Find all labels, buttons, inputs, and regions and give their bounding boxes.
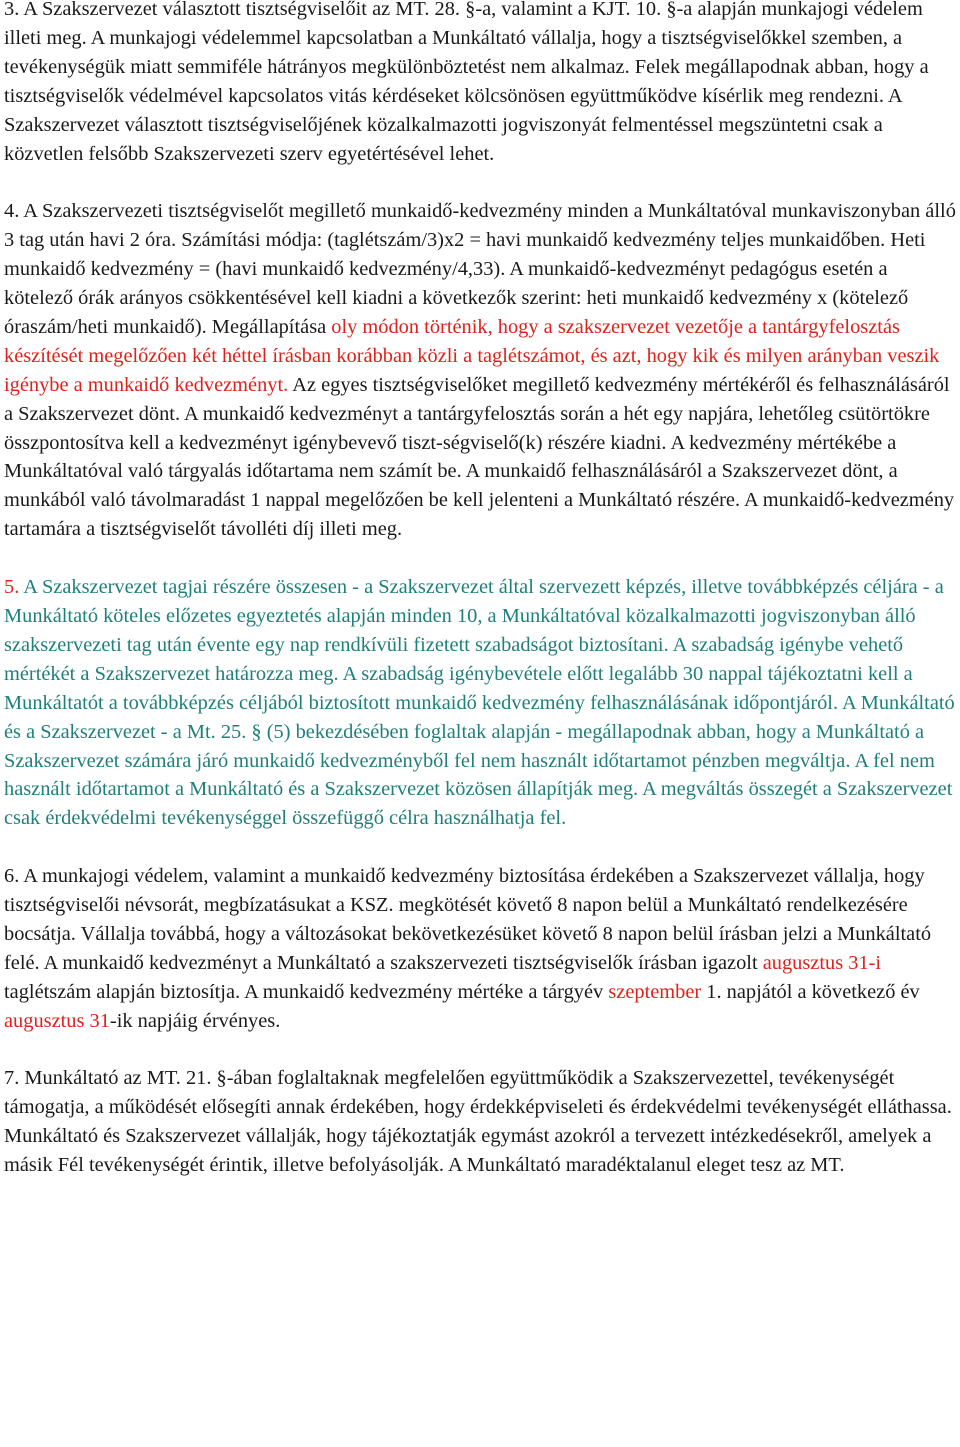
date-highlight: augusztus 31-i [762, 951, 882, 974]
date-highlight: szeptember [608, 980, 702, 1003]
text-segment: 6. A munkajogi védelem, valamint a munkaidő kedvezmény biztosítása érdekében a Szakszervezet vállalja, hogy tisztségviselői névsorát, megbízatásukat a KSZ. megkötését követő 8 napon belül a Munkáltató rendelkezésére bocsátja. Vállalja továbbá, hogy a változásokat bekövetkezésüket követő 8 napon belül írásban jelzi a Munkáltató felé. A munkaidő kedvezményt a Munkáltató a szakszervezeti tisztségviselők írásban igazolt [4, 865, 932, 974]
section-number-5: 5. [4, 576, 20, 599]
date-highlight: augusztus 31 [4, 1009, 110, 1032]
text-segment: Felek megállapodnak abban, hogy a tisztségviselők védelmével kapcsolatos vitás kérdéseket kölcsönösen együttműködve kísérlik meg rendezni. A Szakszervezet választott tisztségviselőjének közalkalmazotti jogviszonyát felmentéssel megszüntetni csak a közvetlen felsőbb Szakszervezeti szerv egyetértésével lehet. [4, 55, 929, 165]
text-segment: 4. A Szakszervezeti tisztségviselőt megillető munkaidő-kedvezmény minden a Munkáltatóval munkaviszonyban álló 3 tag után havi 2 óra. Számítási módja: (taglétszám/3)x2 = havi munkaidő kedvezmény teljes munkaidőben. Heti munkaidő kedvezmény = (havi munkaidő kedvezmény/4,33). A munkaidő-kedvezményt pedagógus esetén a kötelező órák arányos csökkentésével kell kiadni a következők szerint: heti munkaidő kedvezmény x (kötelező óraszám/heti munkaidő). Megállapítása [4, 200, 956, 338]
highlighted-text-segment: A Szakszervezet tagjai részére összesen - a Szakszervezet által szervezett képzés, illetve továbbképzés céljára - a Munkáltató köteles előzetes egyeztetés alapján minden 10, a Munkáltatóval közalkalmazotti jogviszonyban álló szakszervezeti tag után évente egy nap rendkívüli fizetett szabadságot biztosítani. A szabadság igénybe vehető mértékét a Szakszervezet határozza meg. A szabadság igénybevétele előtt legalább 30 nappal tájékoztatni kell a Munkáltatót a továbbképzés céljából biztosított munkaidő kedvezmény felhasználásának időpontjáról. A Munkáltató és a Szakszervezet - a Mt. 25. § (5) bekezdésében foglaltak alapján - megállapodnak abban, hogy a Munkáltató a Szakszervezet számára járó munkaidő kedvezményből fel nem használt időtartamot pénzben megváltja. A fel nem használt időtartamot a Munkáltató és a Szakszervezet közösen állapítják meg. A megváltás összegét a Szakszervezet csak érdekvédelmi tevékenységgel összefüggő célra használhatja fel. [4, 576, 955, 830]
text-segment: -ik napjáig érvényes. [109, 1009, 281, 1032]
text-segment: 3. A Szakszervezet választott tisztségviselőit az MT. 28. §-a, valamint a KJT. 10. §-a alapján munkajogi védelem illeti meg. A munkajogi védelemmel kapcsolatban a Munkáltató vállalja, hogy a tisztségviselőkkel szemben, a tevékenységük miatt semmiféle hátrányos megkülönböztetést nem alkalmaz. [4, 0, 923, 78]
paragraph-section-5 [4, 573, 956, 833]
paragraph-section-3 [4, 0, 956, 168]
text-segment: Az egyes tisztségviselőket megillető kedvezmény mértékéről és felhasználásáról a Szakszervezet dönt. A munkaidő kedvezményt a tantárgyfelosztás során a hét egy napjára, lehetőleg csütörtökre összpontosítva kell a kedvezményt igénybevevő tiszt-ségviselő(k) részére kiadni. A kedvezmény mértékébe a Munkáltatóval való tárgyalás időtartama nem számít be. A munkaidő felhasználásáról a Szakszervezet dönt, a munkából való távolmaradást 1 nappal megelőzően be kell jelenteni a Munkáltató részére. A munkaidő-kedvezmény tartamára a tisztségviselőt távolléti díj illeti meg. [4, 373, 955, 541]
paragraph-section-6 [4, 862, 956, 1035]
text-segment: 1. napjától a következő év [701, 980, 920, 1003]
paragraph-section-4 [4, 197, 956, 544]
highlighted-text-segment: oly módon történik, hogy a szakszervezet vezetője a tantárgyfelosztás készítését megelőzően két héttel írásban korábban közli a taglétszámot, és azt, hogy kik és milyen arányban veszik igénybe a munkaidő kedvezményt. [4, 315, 940, 396]
text-segment: taglétszám alapján biztosítja. A munkaidő kedvezmény mértéke a tárgyév [4, 980, 609, 1003]
paragraph-section-7 [4, 1064, 956, 1180]
text-segment: 7. Munkáltató az MT. 21. §-ában foglaltaknak megfelelően együttműködik a Szakszervezettel, tevékenységét támogatja, a működését elősegíti annak érdekében, hogy érdekképviseleti és érdekvédelmi tevékenységét elláthassa. Munkáltató és Szakszervezet vállalják, hogy tájékoztatják egymást azokról a tervezett intézkedésekről, amelyek a másik Fél tevékenységét érintik, illetve befolyásolják. A Munkáltató maradéktalanul eleget tesz az MT. [4, 1067, 952, 1177]
